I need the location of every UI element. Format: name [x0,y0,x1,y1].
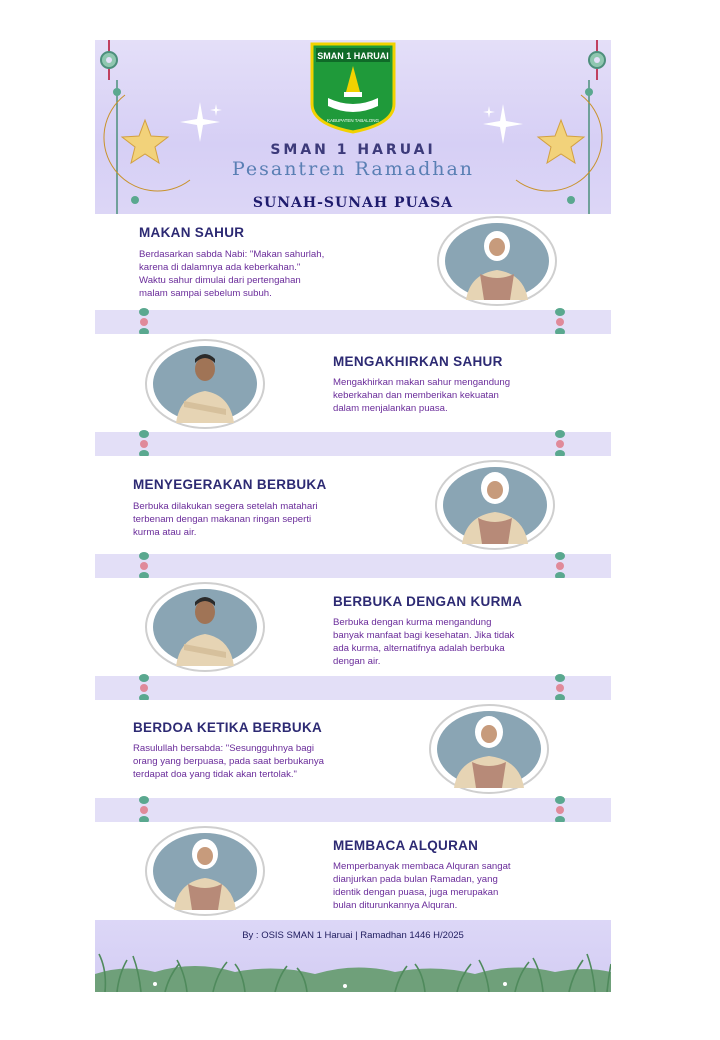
section-berbuka-dengan-kurma [95,578,611,676]
divider-band [95,432,611,456]
student-photo [436,216,558,306]
section-title: BERBUKA DENGAN KURMA [333,594,523,609]
section-title: MENGAKHIRKAN SAHUR [333,354,503,369]
student-photo [144,339,266,429]
school-logo [308,42,398,134]
section-membaca-alquran [95,822,611,920]
student-photo [434,460,556,550]
section-description: Berbuka dengan kurma mengandung banyak manfaat bagi kesehatan. Jika tidak ada kurma, alternatifnya adalah berbuka dengan air. [333,617,515,667]
section-description: Berbuka dilakukan segera setelah matahari terbenam dengan makanan ringan seperti kurma atau air. [133,501,318,538]
section-title: BERDOA KETIKA BERBUKA [133,720,323,735]
section-title: MAKAN SAHUR [139,225,245,240]
divider-band [95,554,611,578]
grass-decoration [95,934,611,992]
student-photo [144,826,266,916]
section-title: MENYEGERAKAN BERBUKA [133,477,327,492]
logo-text: SMAN 1 HARUAI [317,51,389,61]
section-title: MEMBACA ALQURAN [333,838,479,853]
sparkle-icon [180,102,224,142]
divider-band [95,676,611,700]
event-title: Pesantren Ramadhan [231,158,475,180]
section-description: Rasulullah bersabda: "Sesungguhnya bagi orang yang berpuasa, pada saat berbukanya terdapat doa yang tidak akan tertolak." [133,743,324,780]
sparkle-icon [483,104,527,144]
section-makan-sahur [95,214,611,310]
section-description: Memperbanyak membaca Alquran sangat dianjurkan pada bulan Ramadan, yang identik dengan puasa, juga merupakan bulan diturunkannya Alquran. [333,861,511,911]
section-berdoa-ketika-berbuka [95,700,611,798]
section-menyegerakan-berbuka [95,456,611,554]
school-name: SMAN 1 HARUAI [270,142,436,158]
section-description: Mengakhirkan makan sahur mengandung keberkahan dan memberikan kekuatan dalam menjalankan puasa. [333,377,511,414]
page-heading: SUNAH-SUNAH PUASA [252,195,454,211]
footer [95,920,611,992]
divider-band [95,798,611,822]
header [95,40,611,214]
section-description: Berdasarkan sabda Nabi: "Makan sahurlah, karena di dalamnya ada keberkahan." Waktu sahur dimulai dari pertengahan malam sampai sebelum subuh. [139,249,325,299]
student-photo [428,704,550,794]
logo-subtext: KABUPATEN TABALONG [327,118,379,123]
student-photo [144,582,266,672]
poster [95,40,611,992]
divider-band [95,310,611,334]
footer-credit: By : OSIS SMAN 1 Haruai | Ramadhan 1446 H/2025 [242,930,464,941]
section-mengakhirkan-sahur [95,334,611,432]
